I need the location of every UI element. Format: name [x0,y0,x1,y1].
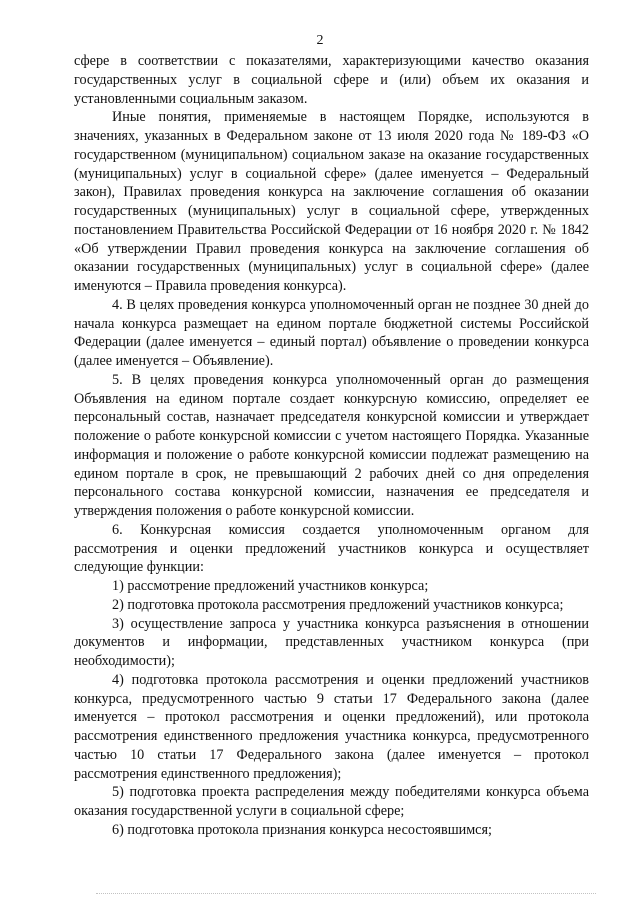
scan-edge-artifact [96,893,596,895]
paragraph-item-5: 5. В целях проведения конкурса уполномоченный орган до размещения Объявления на едином портале создает конкурсную комиссию, определяет ее персональный состав, назначает председателя конкурсной комиссии и утверждает положение о работе конкурсной комиссии с учетом настоящего Порядка. Указанные информация и положение о работе конкурсной комиссии подлежат размещению на едином портале в срок, не превышающий 2 рабочих дней со дня определения персонального состава конкурсной комиссии, назначения ее председателя и утверждения положения о работе конкурсной комиссии. [74,371,589,519]
page-number: 2 [316,33,324,48]
paragraph-item-4: 4. В целях проведения конкурса уполномоченный орган не позднее 30 дней до начала конкурса размещает на едином портале бюджетной системы Российской Федерации (далее именуется – единый портал) объявление о проведении конкурса (далее именуется – Объявление). [74,296,589,369]
list-item-5: 5) подготовка проекта распределения между победителями конкурса объема оказания государственной услуги в социальной сфере; [74,784,589,819]
list-item-3: 3) осуществление запроса у участника конкурса разъяснения в отношении документов и информации, представленных участником конкурса (при необходимости); [74,615,589,669]
list-item-6: 6) подготовка протокола признания конкурса несостоявшимся; [112,821,492,838]
list-item-2: 2) подготовка протокола рассмотрения предложений участников конкурса; [112,596,564,613]
paragraph-definitions: Иные понятия, применяемые в настоящем Порядке, используются в значениях, указанных в Федеральном законе от 13 июля 2020 года № 189-ФЗ «О государственном (муниципальном) социальном заказе на оказание государственных (муниципальных) услуг в социальной сфере» (далее именуется – Федеральный закон), Правилах проведения конкурса на заключение соглашения об оказании государственных (муниципальных) услуг в социальной сфере, утвержденных постановлением Правительства Российской Федерации от 16 ноября 2020 г. № 1842 «Об утверждении Правил проведения конкурса на заключение соглашения об оказании государственных (муниципальных) услуг в социальной сфере» (далее именуются – Правила проведения конкурса). [74,109,589,294]
paragraph-continuation: сфере в соответствии с показателями, характеризующими качество оказания государственных услуг в социальной сфере и (или) объем их оказания и установленными социальным заказом. [74,53,589,107]
paragraph-item-6: 6. Конкурсная комиссия создается уполномоченным органом для рассмотрения и оценки предложений участников конкурса и осуществляет следующие функции: [74,521,589,576]
list-item-1: 1) рассмотрение предложений участников конкурса; [112,578,429,594]
document-body [74,52,589,840]
list-item-4: 4) подготовка протокола рассмотрения и оценки предложений участников конкурса, предусмотренного частью 9 статьи 17 Федерального закона (далее именуется – протокол рассмотрения и оценки предложений), или протокола рассмотрения единственного предложения участника конкурса, предусмотренного частью 10 статьи 17 Федерального закона (далее именуется – протокол рассмотрения единственного предложения); [74,671,589,782]
